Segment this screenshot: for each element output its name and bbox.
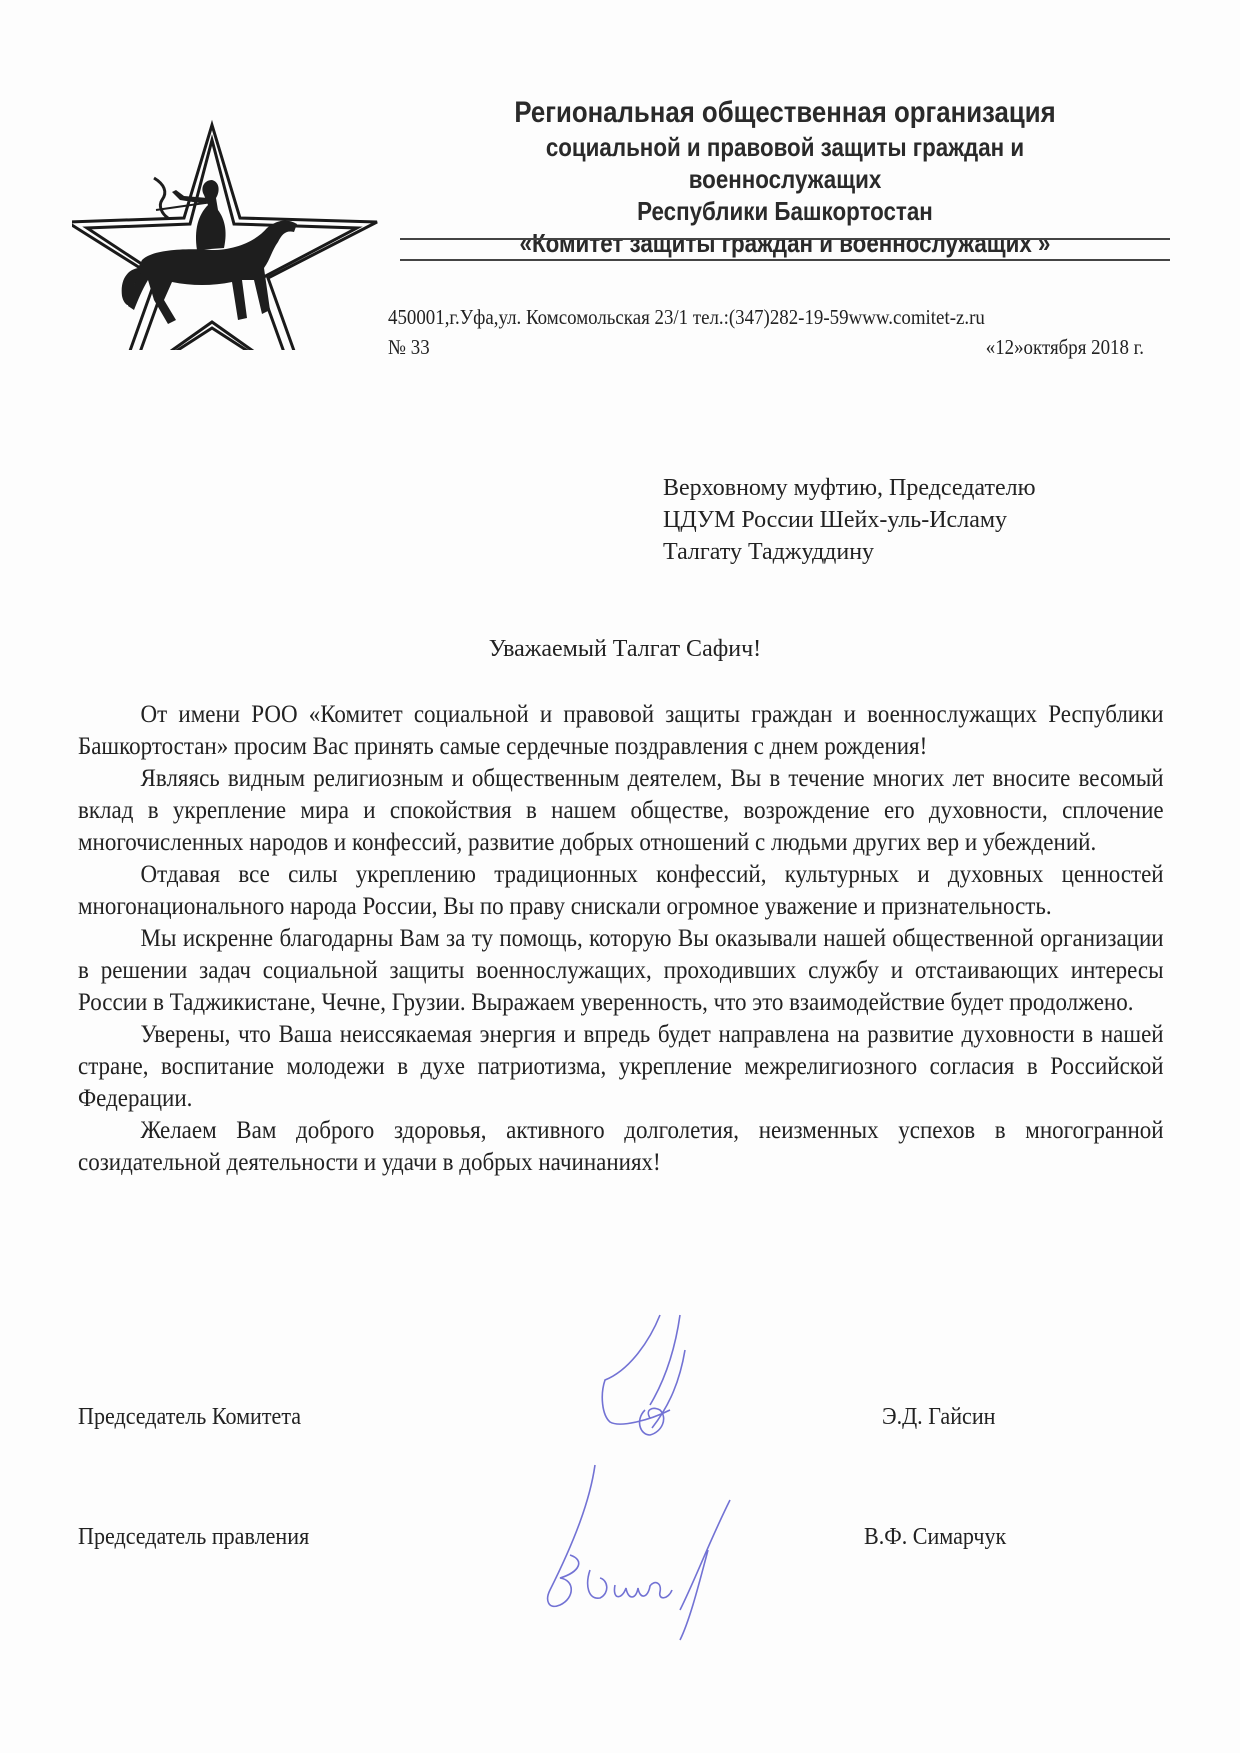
star-horseman-logo-icon <box>72 100 392 350</box>
contact-block <box>388 302 1144 362</box>
salutation: Уважаемый Талгат Сафич! <box>488 636 762 662</box>
handwritten-signature-simarchuk <box>530 1460 770 1660</box>
recipient-line: Талгату Таджуддину <box>663 539 875 565</box>
organization-header <box>395 95 1175 259</box>
reference-row <box>388 332 1144 362</box>
body-paragraph: Мы искренне благодарны Вам за ту помощь, которую Вы оказывали нашей общественной организации в решении задач социальной защиты военнослужащих, проходивших службу и отстаивающих интересы России в Таджикистане, Чечне, Грузии. Выражаем уверенность, что это взаимодействие будет продолжено. <box>78 925 1164 1016</box>
body-paragraph: Являясь видным религиозным и общественным деятелем, Вы в течение многих лет вносите весомый вклад в укрепление мира и спокойствия в нашем обществе, возрождение его духовности, сплочение многочисленных народов и конфессий, развитие добрых отношений с людьми других вер и убеждений. <box>78 765 1164 856</box>
letter-date: «12»октября 2018 г. <box>985 335 1144 359</box>
header-divider <box>400 259 1170 261</box>
signatory-title: Председатель Комитета <box>78 1404 302 1430</box>
contact-line: 450001,г.Уфа,ул. Комсомольская 23/1 тел.:(347)282-19-59www.comitet-z.ru <box>388 305 985 329</box>
recipient-line: ЦДУМ России Шейх-уль-Исламу <box>663 507 1008 533</box>
org-name-line: социальной и правовой защиты граждан и военнослужащих <box>545 132 1025 194</box>
signatory-name: Э.Д. Гайсин <box>882 1404 996 1430</box>
letter-body <box>78 699 1164 1179</box>
letter-number: № 33 <box>388 335 430 359</box>
signatory-name: В.Ф. Симарчук <box>864 1524 1007 1550</box>
org-name-line: Республики Башкортостан <box>637 196 933 226</box>
org-name-line: Региональная общественная организация <box>514 96 1056 129</box>
header-divider <box>400 238 1170 240</box>
body-paragraph: Желаем Вам доброго здоровья, активного долголетия, неизменных успехов в многогранной созидательной деятельности и удачи в добрых начинаниях! <box>78 1117 1164 1176</box>
body-paragraph: От имени РОО «Комитет социальной и правовой защиты граждан и военнослужащих Республики Башкортостан» просим Вас принять самые сердечные поздравления с днем рождения! <box>78 701 1164 760</box>
body-paragraph: Отдавая все силы укреплению традиционных конфессий, культурных и духовных ценностей многонационального народа России, Вы по праву снискали огромное уважение и признательность. <box>78 861 1164 920</box>
recipient-line: Верховному муфтию, Председателю <box>663 475 1036 501</box>
handwritten-signature-gaisin <box>590 1310 740 1460</box>
body-paragraph: Уверены, что Ваша неиссякаемая энергия и впредь будет направлена на развитие духовности в нашей стране, воспитание молодежи в духе патриотизма, укрепление межрелигиозного согласия в Российской Федерации. <box>78 1021 1164 1112</box>
org-name-line: «Комитет защиты граждан и военнослужащих » <box>519 228 1051 258</box>
recipient-block <box>663 472 1036 568</box>
signatory-title: Председатель правления <box>78 1524 310 1550</box>
